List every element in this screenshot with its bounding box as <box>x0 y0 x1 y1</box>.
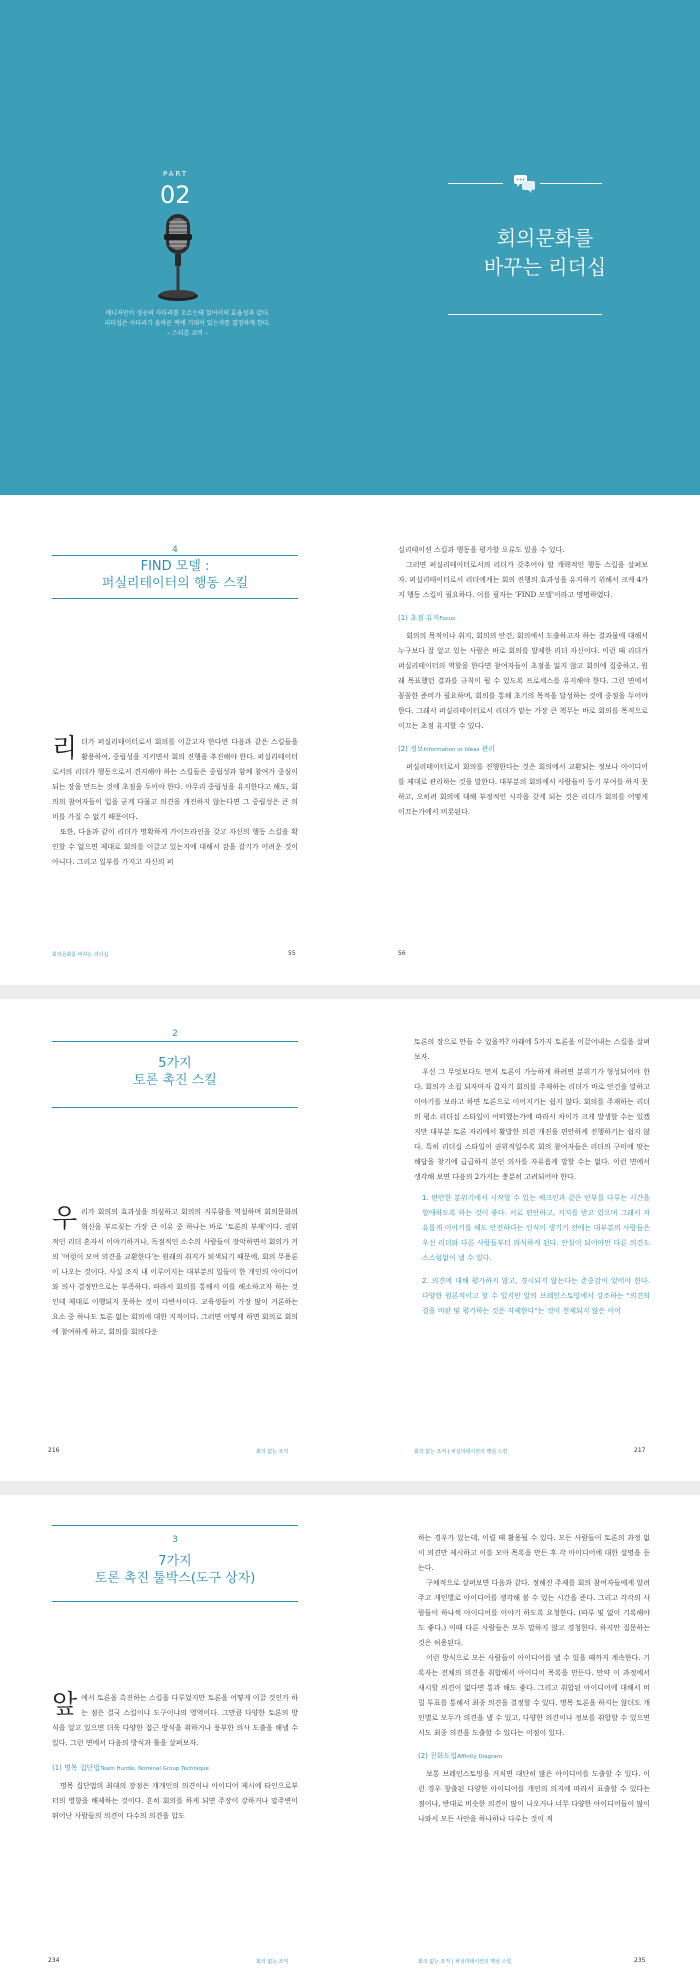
chapter-rule-top <box>52 1041 298 1042</box>
hero-quote <box>85 309 290 339</box>
chapter-rule-bottom <box>52 1107 298 1108</box>
chapter-rule-top <box>52 555 298 556</box>
speech-bubbles-icon <box>514 175 536 193</box>
spread-find-model <box>0 495 700 985</box>
paragraph <box>52 1205 298 1340</box>
list-item: 1. 편안한 분위기에서 시작할 수 있는 체크인과 같은 안부를 다루는 시간을 할애하도록 하는 것이 좋다. 서로 편안하고, 지지를 받고 있으며 그래서 자유롭게 이야기를 해도 안전하다는 인식이 생기기 전에는 대부분의 사람들은 우선 리더와 다른 사람들부터 의식하게 된다. 안심이 되어야만 다른 의견도 스스럼없이 낼 수 있다. <box>422 1194 650 1262</box>
running-footer: 회의 없는 조직 <box>256 1449 289 1455</box>
spread-discussion-skills <box>0 999 700 1481</box>
paragraph: 구체적으로 살펴보면 다음과 같다. 정해진 주제를 회의 참여자들에게 알려 주고 개인별로 아이디어를 생각해 볼 수 있는 시간을 준다. 그리고 각각의 사람들이 하나씩 아이디어를 이야기 하도록 요청한다. (따루 및 없이 기록해야도 좋다.) 이때 다른 사람들은 모두 말하지 않고 경청한다. 하지만 질문하는 것은 허용된다. <box>418 1579 650 1647</box>
microphone-icon <box>152 212 204 304</box>
paragraph: 보통 브레인스토밍을 거치면 대단히 많은 아이디어를 도출할 수 있다. 이런 경우 창출된 다양한 아이디어를 개인의 의지에 따라서 표출할 수 있다는 점이나, 반대로 비슷한 의견이 많이 나오거나 너무 다양한 아이디어들이 많이 나와서 모든 사안을 하나하나 다루는 것이 적 <box>418 1770 650 1823</box>
drop-cap: 리 <box>52 734 78 764</box>
page-number: 56 <box>398 950 406 957</box>
part-number: 02 <box>160 181 191 209</box>
subheading-information <box>398 742 648 758</box>
subheading-text: (2) 정보 <box>398 745 424 753</box>
quote-author: – 스티븐 코비 – <box>167 330 208 337</box>
page-number: 216 <box>48 1447 60 1454</box>
spread-toolbox <box>0 1495 700 1979</box>
body-text <box>418 1531 650 1827</box>
subheading-en: Information or Ideas <box>423 747 480 753</box>
chapter-rule-bottom <box>52 598 298 599</box>
paragraph: 퍼실리테이터로서 회의를 진행한다는 것은 회의에서 교환되는 정보나 아이디어를 제대로 관리하는 것을 말한다. 대부분의 회의에서 사람들이 동기 부여를 하지 못하고, 오히려 회의에 대해 부정적인 시각을 갖게 되는 것은 리더가 회의를 어떻게 이끄는가에서 비롯된다. <box>398 763 648 816</box>
page-234 <box>0 1495 350 1979</box>
subheading-nominal-group <box>52 1761 298 1777</box>
chapter-title-line-1: 5가지 <box>158 1056 192 1071</box>
title-rule-left <box>448 183 503 184</box>
chapter-title-line-2: 토론 촉진 툴박스(도구 상자) <box>94 1571 256 1586</box>
running-footer: 회의 없는 조직 <box>256 1959 289 1965</box>
page-235 <box>350 1495 700 1979</box>
page-56 <box>350 495 700 985</box>
chapter-title-line-2: 퍼실리테이터의 행동 스킬 <box>101 576 249 591</box>
page-217 <box>350 999 700 1481</box>
paragraph-text: 리가 회의의 효과성을 의심하고 회의의 지루함을 역설하며 회의문화의 혁신을 부르짖는 가장 큰 이유 중 하나는 바로 '토론의 부재'이다. 권위적인 리더 혼자서 이야기하거나, 독점적인 소수의 사람들이 장악하면서 회의가 거의 '여럿이 모여 의견을 교환한다'는 원래의 취지가 퇴색되기 때문에, 회의 무용론이 나오는 것이다. 사실 조직 내 이루어지는 대부분의 일들이 한 개인의 아이디어와 의사 결정만으로는 부족하다. 따라서 회의를 통해서 이를 해소하고자 하는 것인데 제대로 이행되지 못하는 것이 다반사이다. 교육생들이 가장 많이 거론하는 요소 중 하나도 토론 없는 회의에 대한 지적이다. 그러면 어떻게 하면 회의로 회의에 참여하게 하고, 회의를 회의다운 <box>52 1208 298 1336</box>
page-number: 55 <box>288 950 296 957</box>
paragraph-text: 에서 토론을 촉진하는 스킬을 다루었지만 토론을 어떻게 이끌 것인가 하는 점은 결국 스킬이냐 도구이냐의 영역이다. 그만큼 다양한 토론의 방식을 알고 있으면 더욱 다양한 접근 방식을 취하거나 풍부한 의사 도출을 해낼 수 있다. 그런 면에서 다음의 방식과 툴을 살펴보자. <box>52 1694 298 1747</box>
subheading-suffix: 관리 <box>479 745 496 753</box>
running-footer: 회의 없는 조직 | 퍼실리테이션의 핵심 스킬 <box>414 1449 508 1455</box>
body-text <box>398 543 648 820</box>
subheading-text: (1) 명목 집단법 <box>52 1764 101 1772</box>
paragraph: 우선 그 무엇보다도 먼저 토론이 가능하게 하려면 분위기가 형성되어야 한다. 회의가 소집 되자마자 갑자기 회의를 주재하는 리더가 바로 안건을 말하고 이야기를 보라고 하면 토론으로 이어지기는 쉽지 않다. 회의를 주재하는 리더의 평소 리더십 스타일이 어떠했는가에 따라서 차이가 크게 발생할 수는 있겠지만 대부분 토론 자리에서 활발한 의견 개진을 편안하게 진행하기는 쉽지 않다. 특히 리더십 스타일이 권위적일수록 회의 참여자들은 리더의 구미에 맞는 해답을 찾기에 급급하지 본인 의사를 자유롭게 말할 수는 없다. 이런 면에서 생각해 보면 다음의 2가지는 충분히 고려되어야 한다. <box>414 1068 650 1181</box>
running-footer: 회의 없는 조직 | 퍼실리테이션의 핵심 스킬 <box>418 1959 512 1965</box>
chapter-title <box>52 558 298 592</box>
paragraph: 회의의 목적이나 취지, 회의의 안건, 회의에서 도출하고자 하는 결과물에 대해서 누구보다 잘 알고 있는 사람은 바로 회의를 발제한 리더 자신이다. 이런 때 리더가 퍼실리테이터의 역할을 한다면 참여자들이 초점을 잃지 않고 회의에 집중하고, 원래 목표했던 결과를 규칙이 될 수 있도록 프로세스를 유지해야 한다. 그런 면에서 꼼꼼한 준비가 필요하며, 회의를 통해 초기의 목적을 달성하는 것에 중점을 두어야 한다. 그래서 퍼실리테이터로서 리더가 맡는 가장 큰 책무는 바로 회의를 목적으로 이끄는 초점 유지할 수 있다. <box>398 632 648 730</box>
part-title <box>420 224 670 282</box>
paragraph: 토론의 장으로 만들 수 있을까? 아래에 5가지 토론을 이끌어내는 스킬을 살펴보자. <box>414 1038 650 1061</box>
subheading-text: (2) 친화도법 <box>418 1752 458 1760</box>
chapter-rule-bottom <box>52 1601 298 1602</box>
body-text <box>414 1035 650 1319</box>
quote-line-2: 리더십은 사다리가 올바른 벽에 기대어 있는지를 결정하게 한다. <box>104 320 271 327</box>
chapter-number: 2 <box>172 1029 178 1039</box>
paragraph: 하는 경우가 있는데, 이럴 때 활용될 수 있다. 모든 사람들이 토론의 과정 없이 의견만 제시하고 이를 모아 목록을 만든 후 각 아이디어에 대한 설명을 듣는다. <box>418 1534 650 1572</box>
spread-divider <box>0 985 700 999</box>
drop-cap: 앞 <box>52 1690 78 1720</box>
body-text <box>52 1691 298 1824</box>
drop-cap: 우 <box>52 1204 78 1234</box>
running-footer: 회의문화를 바꾸는 리더십 <box>52 952 109 958</box>
page-number: 234 <box>48 1957 60 1964</box>
page-216 <box>0 999 350 1481</box>
paragraph-text: 더가 퍼실리테이터로서 회의를 이끌고자 한다면 다음과 같은 스킬들을 활용하여, 중립성을 지키면서 회의 진행을 추진해야 한다. 퍼실리테이터로서의 리더가 행동으로서 견지해야 하는 스킬들은 중립성과 함께 참여가 중심이 되는 장을 만드는 것에 초점을 두어야 한다. 아무리 중립성을 유지한다고 해도, 회의의 참여자들이 입을 굳게 다물고 의견을 개진하지 않는다면 그 중립성은 큰 의미를 가질 수 없기 때문이다. <box>52 738 298 821</box>
chapter-rule-top <box>52 1525 298 1526</box>
paragraph: 실리테이션 스킬과 행동을 평가할 오류도 있을 수 있다. <box>398 546 565 554</box>
subheading-text: (1) 초점 유지 <box>398 614 440 622</box>
quote-line-1: 매니저만이 성공의 사다리를 오르는데 있어서의 효율성과 같다. <box>105 310 270 317</box>
subheading-en: Affinity Diagram <box>457 1754 503 1760</box>
part-label: PART <box>163 170 189 178</box>
page-number: 217 <box>634 1447 646 1454</box>
spread-divider <box>0 1481 700 1495</box>
chapter-title <box>52 1055 298 1089</box>
paragraph <box>52 735 298 825</box>
chapter-title-line-1: 7가지 <box>158 1554 192 1569</box>
part-opener-spread <box>0 0 700 495</box>
body-text <box>52 1205 298 1340</box>
page-number: 235 <box>634 1957 646 1964</box>
subheading-en: Team Hurdle, Nominal Group Technique <box>100 1766 209 1772</box>
title-rule-right <box>540 183 602 184</box>
body-text <box>52 735 298 870</box>
subheading-focus <box>398 611 648 627</box>
chapter-number: 3 <box>172 1535 178 1545</box>
chapter-title-line-1: FIND 모델 : <box>140 559 210 574</box>
paragraph: 이런 방식으로 모든 사람들이 아이디어를 낼 수 있을 때까지 계속한다. 기록자는 전체의 의견을 취합해서 아이디어 목록을 만든다. 만약 이 과정에서 새시할 의견이 없다면 통과 해도 좋다. 그리고 취합된 아이디어에 대해서 비밀 투표를 통해서 최종 의견을 결정할 수 있다. 명목 토론을 하지는 않더도 개인별로 모두가 의견을 낼 수 있고, 다양한 의견이나 정보를 취합할 수 있으면서도 최종 의견을 도출할 수 있다는 이점이 있다. <box>418 1654 650 1737</box>
part-title-line-1: 회의문화를 <box>496 226 594 250</box>
page-55 <box>0 495 350 985</box>
paragraph <box>52 1691 298 1751</box>
chapter-title <box>52 1553 298 1587</box>
chapter-number: 4 <box>172 545 178 555</box>
subheading-affinity <box>418 1749 650 1765</box>
paragraph: 그러면 퍼실리테이터로서의 리더가 갖추어야 할 개략적인 행동 스킬을 살펴보자. 퍼실리테이터로서 리더에게는 회의 진행의 효과성을 유지하기 위해서 크게 4가지 행동 스킬이 필요하다. 이를 필자는 'FIND 모델'이라고 명명하였다. <box>398 561 648 599</box>
tips-list <box>414 1191 650 1319</box>
list-item: 2. 의견에 대해 평가하지 않고, 경시되지 않는다는 존중감이 있어야 한다. 다양한 원론적이고 할 수 있지만 앞의 브레인스토밍에서 강조하는 "의견의 질을 비판 및 평가하는 것은 자제한다"는 것이 전제되지 않은 이어 <box>422 1277 650 1315</box>
subheading-en: Focus <box>439 616 456 622</box>
part-title-line-2: 바꾸는 리더십 <box>483 255 607 279</box>
paragraph: 또한, 다음과 같이 리더가 명확하게 가이드라인을 갖고 자신의 행동 스킬을 확인할 수 없으면 제대로 회의를 이끌고 있는지에 대해서 감을 잡기가 어려운 것이 아니다. 그리고 일부를 가지고 자신의 퍼 <box>52 828 298 866</box>
paragraph: 명목 집단법의 최대의 장점은 개개인의 의견이나 아이디어 제시에 타인으로부터의 영향을 배제하는 것이다. 흔히 회의를 하게 되면 주장이 강하거나 말주변이 뛰어난 사람들의 의견이 다수의 의견을 압도 <box>52 1782 298 1820</box>
chapter-title-line-2: 토론 촉진 스킬 <box>133 1073 217 1088</box>
title-rule-bottom <box>448 314 602 315</box>
